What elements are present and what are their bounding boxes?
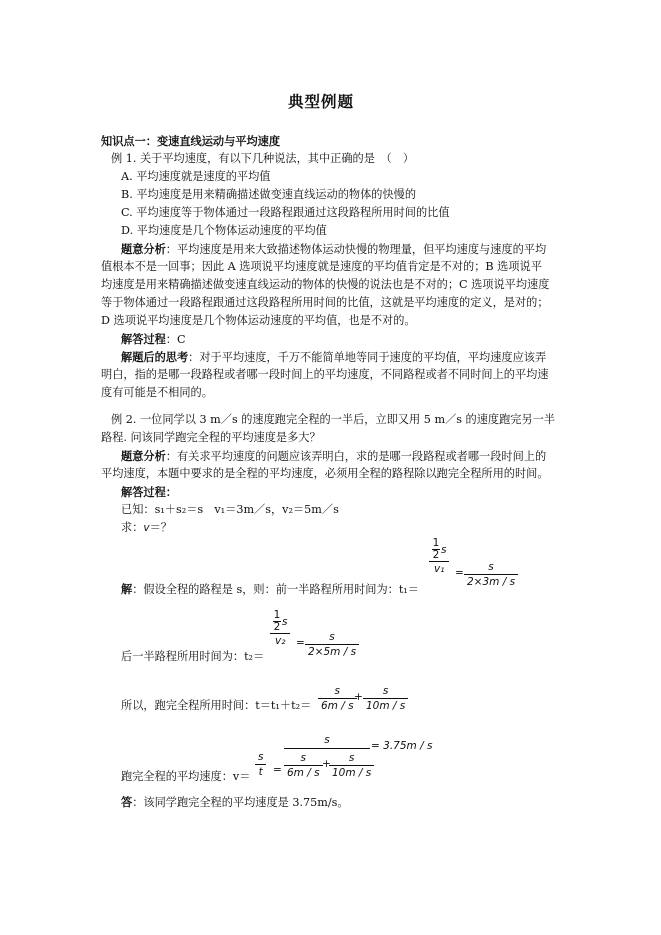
formula-v-ratio — [255, 750, 266, 779]
denominator: 10m / s — [366, 700, 406, 712]
ex1-analysis-line4: 等于物体通过一段路程跟通过这段路程所用时间的比值，这就是平均速度的定义，是对的； — [101, 296, 549, 309]
analysis-label: 题意分析 — [121, 242, 166, 256]
formula-t-part2 — [363, 684, 408, 713]
equals-sign: = — [273, 764, 282, 776]
answer-label: 解答过程 — [121, 332, 166, 346]
reflect-text: ：对于平均速度，千万不能简单地等同于速度的平均值，平均速度应该弄 — [188, 351, 547, 364]
half-den: 2 — [273, 621, 281, 633]
denominator: 6m / s — [287, 767, 320, 779]
formula-v-result: = 3.75m / s — [371, 740, 433, 752]
half-num: 1 — [273, 609, 281, 621]
denominator: v₁ — [434, 563, 445, 575]
ex1-reflect-line1 — [121, 348, 546, 367]
final-text: ：该同学跑完全程的平均速度是 3.75m/s。 — [132, 796, 349, 809]
ex1-analysis-line3: 均速度是用来精确描述做变速直线运动的物体的快慢的说法也是不对的；C 选项说平均速度 — [101, 278, 550, 291]
final-answer — [121, 793, 349, 812]
denominator: 2×3m / s — [467, 576, 516, 588]
solution-line3: 所以，跑完全程所用时间：t＝t₁＋t₂＝ — [121, 699, 312, 712]
solution-line2: 后一半路程所用时间为：t₂＝ — [121, 650, 265, 663]
denominator: 10m / s — [332, 767, 372, 779]
ex1-option-d: D. 平均速度是几个物体运动速度的平均值 — [121, 224, 327, 237]
ex2-analysis-line2: 平均速度，本题中要求的是全程的平均速度，必须用全程的路程除以跑完全程所用的时间。 — [101, 467, 549, 480]
solution-label: 解 — [121, 582, 133, 596]
numerator: s — [348, 752, 355, 764]
half-den: 2 — [432, 549, 440, 561]
solution-line4: 跑完全程的平均速度：v＝ — [121, 770, 251, 783]
ex1-option-a: A. 平均速度就是速度的平均值 — [121, 170, 271, 183]
solution-text: ：假设全程的路程是 s，则：前一半路程所用时间为：t₁＝ — [132, 583, 419, 596]
numerator: s — [300, 752, 307, 764]
known-equation: s₁＋s₂＝s v₁＝3m／s，v₂＝5m／s — [154, 503, 339, 516]
reflect-label: 解题后的思考 — [121, 350, 189, 364]
numerator: s — [329, 631, 335, 643]
ex1-question: 例 1. 关于平均速度，有以下几种说法，其中正确的是 （ ） — [111, 152, 415, 165]
denominator: 2×5m / s — [308, 646, 357, 658]
find-prefix: 求： — [121, 521, 144, 534]
plus-sign: + — [354, 691, 363, 703]
ex1-option-b: B. 平均速度是用来精确描述做变速直线运动的物体的快慢的 — [121, 188, 417, 201]
numerator: s — [488, 561, 494, 573]
analysis-text: ：有关求平均速度的问题应该弄明白，求的是哪一段路程或者哪一段时间上的 — [165, 450, 547, 463]
formula-t1-left — [429, 538, 449, 576]
ex2-analysis-line1 — [121, 447, 546, 466]
numerator: s — [258, 751, 264, 763]
answer-value: ：C — [165, 333, 186, 346]
half-num: 1 — [432, 537, 440, 549]
denominator: v₂ — [275, 635, 286, 647]
analysis-label: 题意分析 — [121, 449, 166, 463]
solution-line1 — [121, 580, 419, 599]
formula-v-big — [284, 733, 370, 783]
ex1-answer — [121, 330, 186, 349]
numerator: s — [382, 685, 389, 697]
denominator: t — [258, 766, 263, 778]
analysis-text: ：平均速度是用来大致描述物体运动快慢的物理量，但平均速度与速度的平均 — [165, 243, 547, 256]
inner-frac-2 — [329, 751, 374, 780]
half-var: s — [441, 543, 447, 556]
equals-sign: = — [296, 637, 305, 649]
formula-t-part1 — [318, 684, 357, 713]
find-variable: v — [143, 522, 150, 534]
known-prefix: 已知： — [121, 503, 155, 516]
section-heading: 知识点一：变速直线运动与平均速度 — [101, 134, 281, 148]
ex1-analysis-line2: 值根本不是一回事；因此 A 选项说平均速度就是速度的平均值肯定是不对的；B 选项说平 — [101, 260, 542, 273]
ex1-reflect-line3: 度有可能是不相同的。 — [101, 386, 213, 399]
plus-sign: + — [322, 758, 331, 770]
big-numerator: s — [324, 734, 330, 746]
find-suffix: ＝？ — [149, 521, 172, 534]
formula-t2-right — [305, 630, 359, 659]
formula-t2-left — [270, 610, 290, 648]
ex2-question-line2: 路程. 问该同学跑完全程的平均速度是多大？ — [101, 431, 321, 444]
half-var: s — [282, 615, 288, 628]
denominator: 6m / s — [321, 700, 354, 712]
inner-frac-1 — [284, 751, 323, 780]
ex2-question-line1: 例 2. 一位同学以 3 m／s 的速度跑完全程的一半后，立即又用 5 m／s 的速度跑完另一半 — [111, 413, 556, 426]
ex1-analysis-line5: D 选项说平均速度是几个物体运动速度的平均值，也是不对的。 — [101, 314, 416, 327]
numerator: s — [334, 685, 341, 697]
known-line — [121, 501, 339, 519]
formula-t1-right — [464, 560, 518, 589]
final-label: 答 — [121, 795, 133, 809]
ex1-option-c: C. 平均速度等于物体通过一段路程跟通过这段路程所用时间的比值 — [121, 206, 450, 219]
equals-sign: = — [455, 567, 464, 579]
page-title: 典型例题 — [288, 92, 355, 111]
ex2-process-label: 解答过程： — [121, 485, 177, 499]
ex1-analysis-line1 — [121, 240, 546, 259]
find-line — [121, 519, 172, 537]
ex1-reflect-line2: 明白，指的是哪一段路程或者哪一段时间上的平均速度，不同路程或者不同时间上的平均速 — [101, 368, 549, 381]
